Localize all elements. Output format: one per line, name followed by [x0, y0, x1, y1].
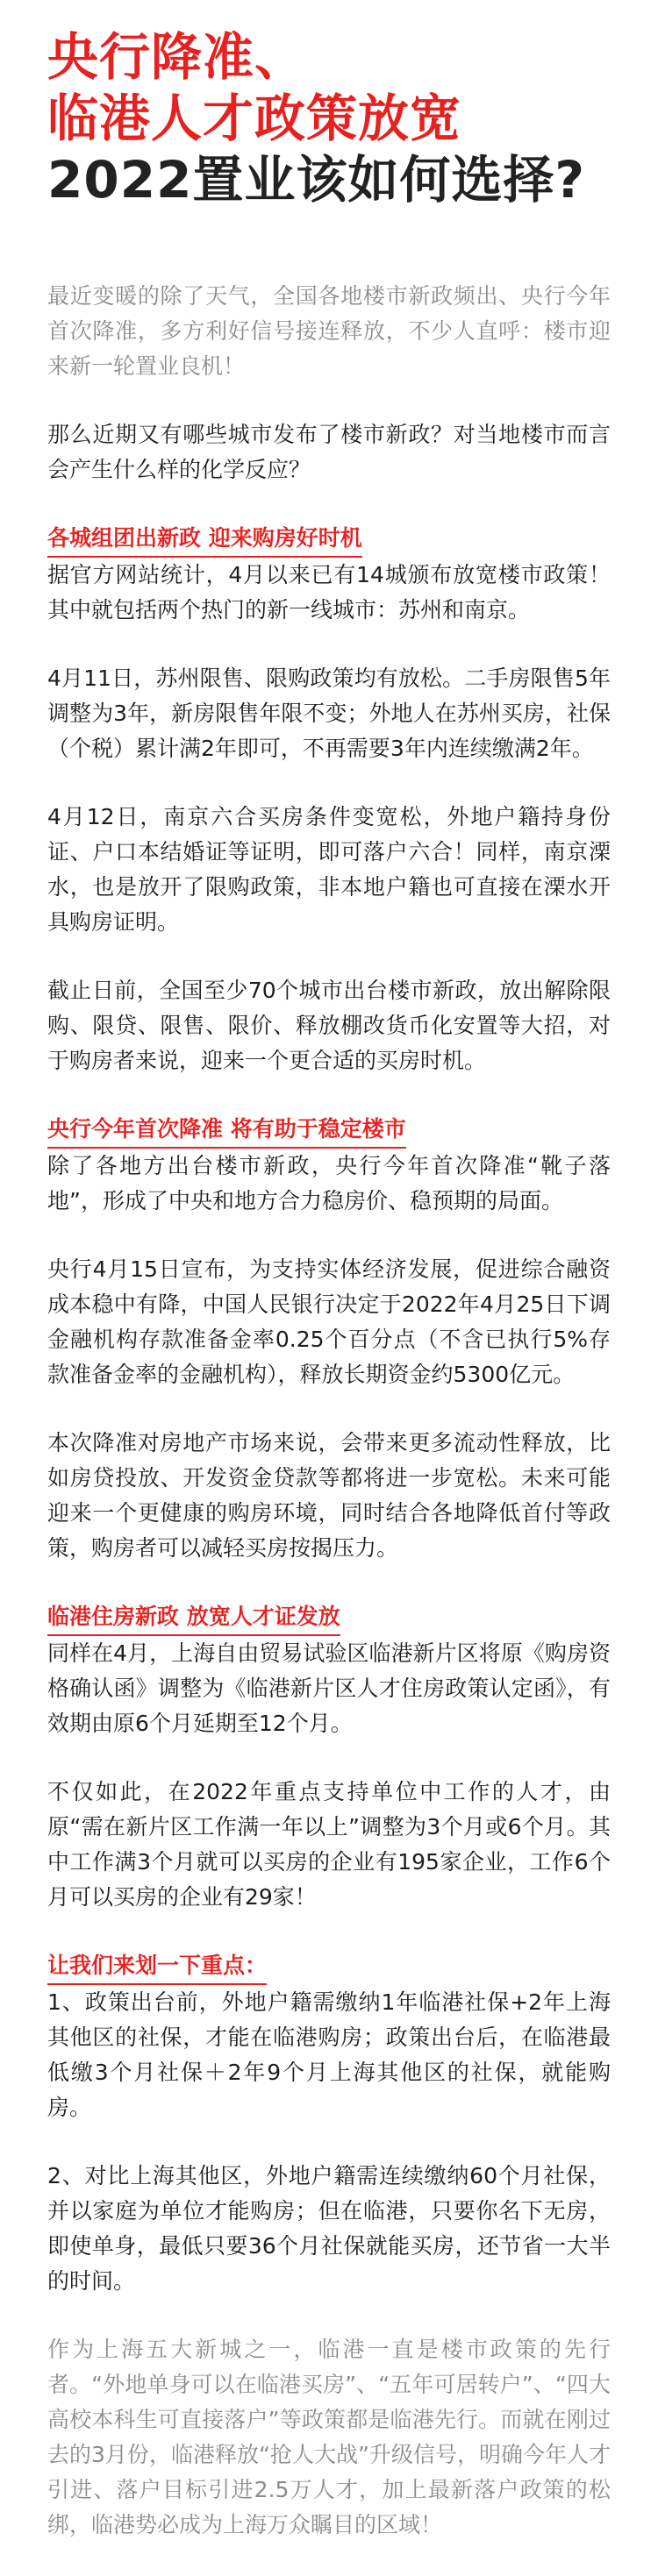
title-line-3: 2022置业该如何选择? [47, 150, 586, 210]
paragraph: 除了各地方出台楼市新政，央行今年首次降准“靴子落地”，形成了中央和地方合力稳房价、稳预期的局面。 [47, 1153, 611, 1213]
section-heading: 临港住房新政 放宽人才证发放 [47, 1599, 340, 1636]
section-heading: 让我们来划一下重点： [47, 1948, 267, 1985]
paragraph: 4月12日，南京六合买房条件变宽松，外地户籍持身份证、户口本结婚证等证明，即可落户六合！同样，南京溧水，也是放开了限购政策，非本地户籍也可直接在溧水开具购房证明。 [47, 804, 611, 935]
paragraph: 不仅如此，在2022年重点支持单位中工作的人才，由原“需在新片区工作满一年以上”调整为3个月或6个月。其中工作满3个月就可以买房的企业有195家企业，工作6个月可以买房的企业有29家！ [47, 1779, 611, 1910]
section-key-points [47, 1948, 611, 2299]
section-lingang-policy [47, 1599, 611, 1915]
paragraph: 同样在4月，上海自由贸易试验区临港新片区将原《购房资格确认函》调整为《临港新片区人才住房政策认定函》，有效期由原6个月延期至12个月。 [47, 1640, 611, 1736]
paragraph: 本次降准对房地产市场来说，会带来更多流动性释放，比如房贷投放、开发资金贷款等都将进一步宽松。未来可能迎来一个更健康的购房环境，同时结合各地降低首付等政策，购房者可以减轻买房按揭压力。 [47, 1430, 611, 1561]
section-heading: 各城组团出新政 迎来购房好时机 [47, 521, 362, 558]
intro-paragraph: 最近变暖的除了天气，全国各地楼市新政频出、央行今年首次降准，多方利好信号接连释放，不少人直呼：楼市迎来新一轮置业良机！ [47, 283, 611, 379]
section-city-policies [47, 521, 611, 1078]
paragraph: 4月11日，苏州限售、限购政策均有放松。二手房限售5年调整为3年，新房限售年限不变；外地人在苏州买房，社保（个税）累计满2年即可，不再需要3年内连续缴满2年。 [47, 665, 611, 761]
paragraph: 据官方网站统计，4月以来已有14城颁布放宽楼市政策！其中就包括两个热门的新一线城市：苏州和南京。 [47, 562, 611, 623]
article-body [47, 279, 611, 2576]
intro-question: 那么近期又有哪些城市发布了楼市新政？对当地楼市而言会产生什么样的化学反应？ [47, 422, 611, 482]
section-rrr-cut [47, 1112, 611, 1566]
outro-paragraph: 作为上海五大新城之一，临港一直是楼市政策的先行者。“外地单身可以在临港买房”、“五年可居转户”、“四大高校本科生可直接落户”等政策都是临港先行。而就在刚过去的3月份，临港释放“抢人大战”升级信号，明确今年人才引进、落户目标引进2.5万人才，加上最新落户政策的松绑，临港势必成为上海万众瞩目的区域！ [47, 2337, 611, 2537]
section-heading: 央行今年首次降准 将有助于稳定楼市 [47, 1112, 406, 1149]
paragraph: 截止日前，全国至少70个城市出台楼市新政，放出解除限购、限贷、限售、限价、释放棚改货币化安置等大招，对于购房者来说，迎来一个更合适的买房时机。 [47, 978, 611, 1073]
paragraph: 央行4月15日宣布，为支持实体经济发展，促进综合融资成本稳中有降，中国人民银行决定于2022年4月25日下调金融机构存款准备金率0.25个百分点（不含已执行5%存款准备金率的金融机构），释放长期资金约5300亿元。 [47, 1256, 611, 1387]
title-line-1: 央行降准、 [47, 27, 307, 87]
key-point-1: 1、政策出台前，外地户籍需缴纳1年临港社保+2年上海其他区的社保，才能在临港购房；政策出台后，在临港最低缴3个月社保＋2年9个月上海其他区的社保，就能购房。 [47, 1989, 611, 2120]
title-line-2: 临港人才政策放宽 [47, 89, 462, 148]
key-point-2: 2、对比上海其他区，外地户籍需连续缴纳60个月社保，并以家庭为单位才能购房；但在临港，只要你名下无房，即使单身，最低只要36个月社保就能买房，还节省一大半的时间。 [47, 2163, 611, 2294]
article-title [47, 26, 585, 210]
